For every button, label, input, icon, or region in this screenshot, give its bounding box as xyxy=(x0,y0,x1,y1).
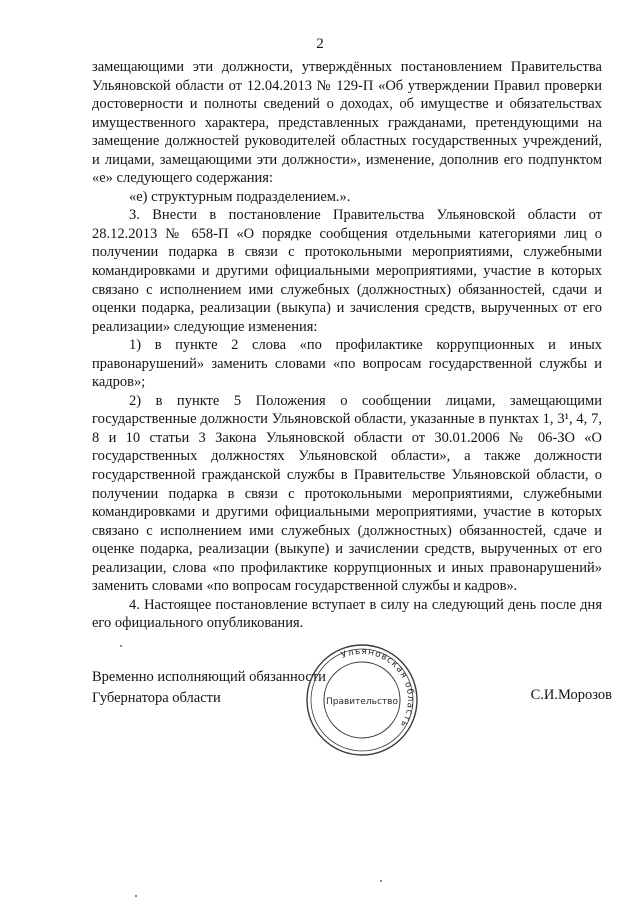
signatory-position-line1: Временно исполняющий обязанности xyxy=(92,669,326,685)
svg-text:Ульяновская область xyxy=(340,647,415,730)
seal-outer-text: Ульяновская область xyxy=(339,646,416,730)
paragraph: 3. Внести в постановление Правительства Ульяновской области от 28.12.2013 № 658-П «О порядке сообщения отдельными категориями лиц о получении подарка в связи с протокольными мероприятиями, служебными командировками и другими официальными мероприятиями, участие в которых связано с исполнением ими служебных (должностных) обязанностей, сдачи и оценки подарка, реализации (выкупа) и зачисления средств, вырученных от его реализации» следующие изменения: xyxy=(92,207,602,335)
scan-speck xyxy=(380,880,382,882)
paragraph: «е) структурным подразделением.». xyxy=(129,188,351,205)
paragraph: замещающими эти должности, утверждённых постановлением Правительства Ульяновской области от 12.04.2013 № 129-П «Об утверждении Правил проверки достоверности и полноты сведений о доходах, об имуществе и обязательствах имущественного характера, представленных гражданами, претендующими на замещение должностей руководителей областных государственных учреждений, и лицами, замещающими эти должности», изменение, дополнив его подпунктом «е» следующего содержания: xyxy=(92,59,602,187)
signatory-position-line2: Губернатора области xyxy=(92,690,221,706)
signatory-name: С.И.Морозов xyxy=(530,687,612,703)
paragraph: 1) в пункте 2 слова «по профилактике коррупционных и иных правонарушений» заменить словами «по вопросам государственной службы и кадров»; xyxy=(92,337,602,391)
page-number: 2 xyxy=(316,36,324,52)
scan-speck xyxy=(135,895,137,897)
official-seal xyxy=(302,640,422,760)
paragraph: 2) в пункте 5 Положения о сообщении лицами, замещающими государственные должности Ульяновской области, указанные в пунктах 1, 3¹, 4, 7, 8 и 10 статьи 3 Закона Ульяновской области от 30.01.2006 № 06-ЗО «О государственных должностях Ульяновской области», а также должности государственной гражданской службы в Правительстве Ульяновской области, о получении подарка в связи с протокольными мероприятиями, служебными командировками и другими официальными мероприятиями, участие в которых связано с исполнением ими служебных (должностных) обязанностей, сдаче и оценке подарка, реализации (выкупе) и зачислении средств, вырученных от его реализации, слова «по профилактике коррупционных и иных правонарушений» заменить словами «по вопросам государственной службы и кадров». xyxy=(92,392,602,595)
seal-inner-text: Правительство xyxy=(326,697,398,707)
paragraph: 4. Настоящее постановление вступает в силу на следующий день после дня его официального опубликования. xyxy=(92,596,602,632)
scan-speck xyxy=(120,645,122,647)
document-body xyxy=(92,58,602,633)
